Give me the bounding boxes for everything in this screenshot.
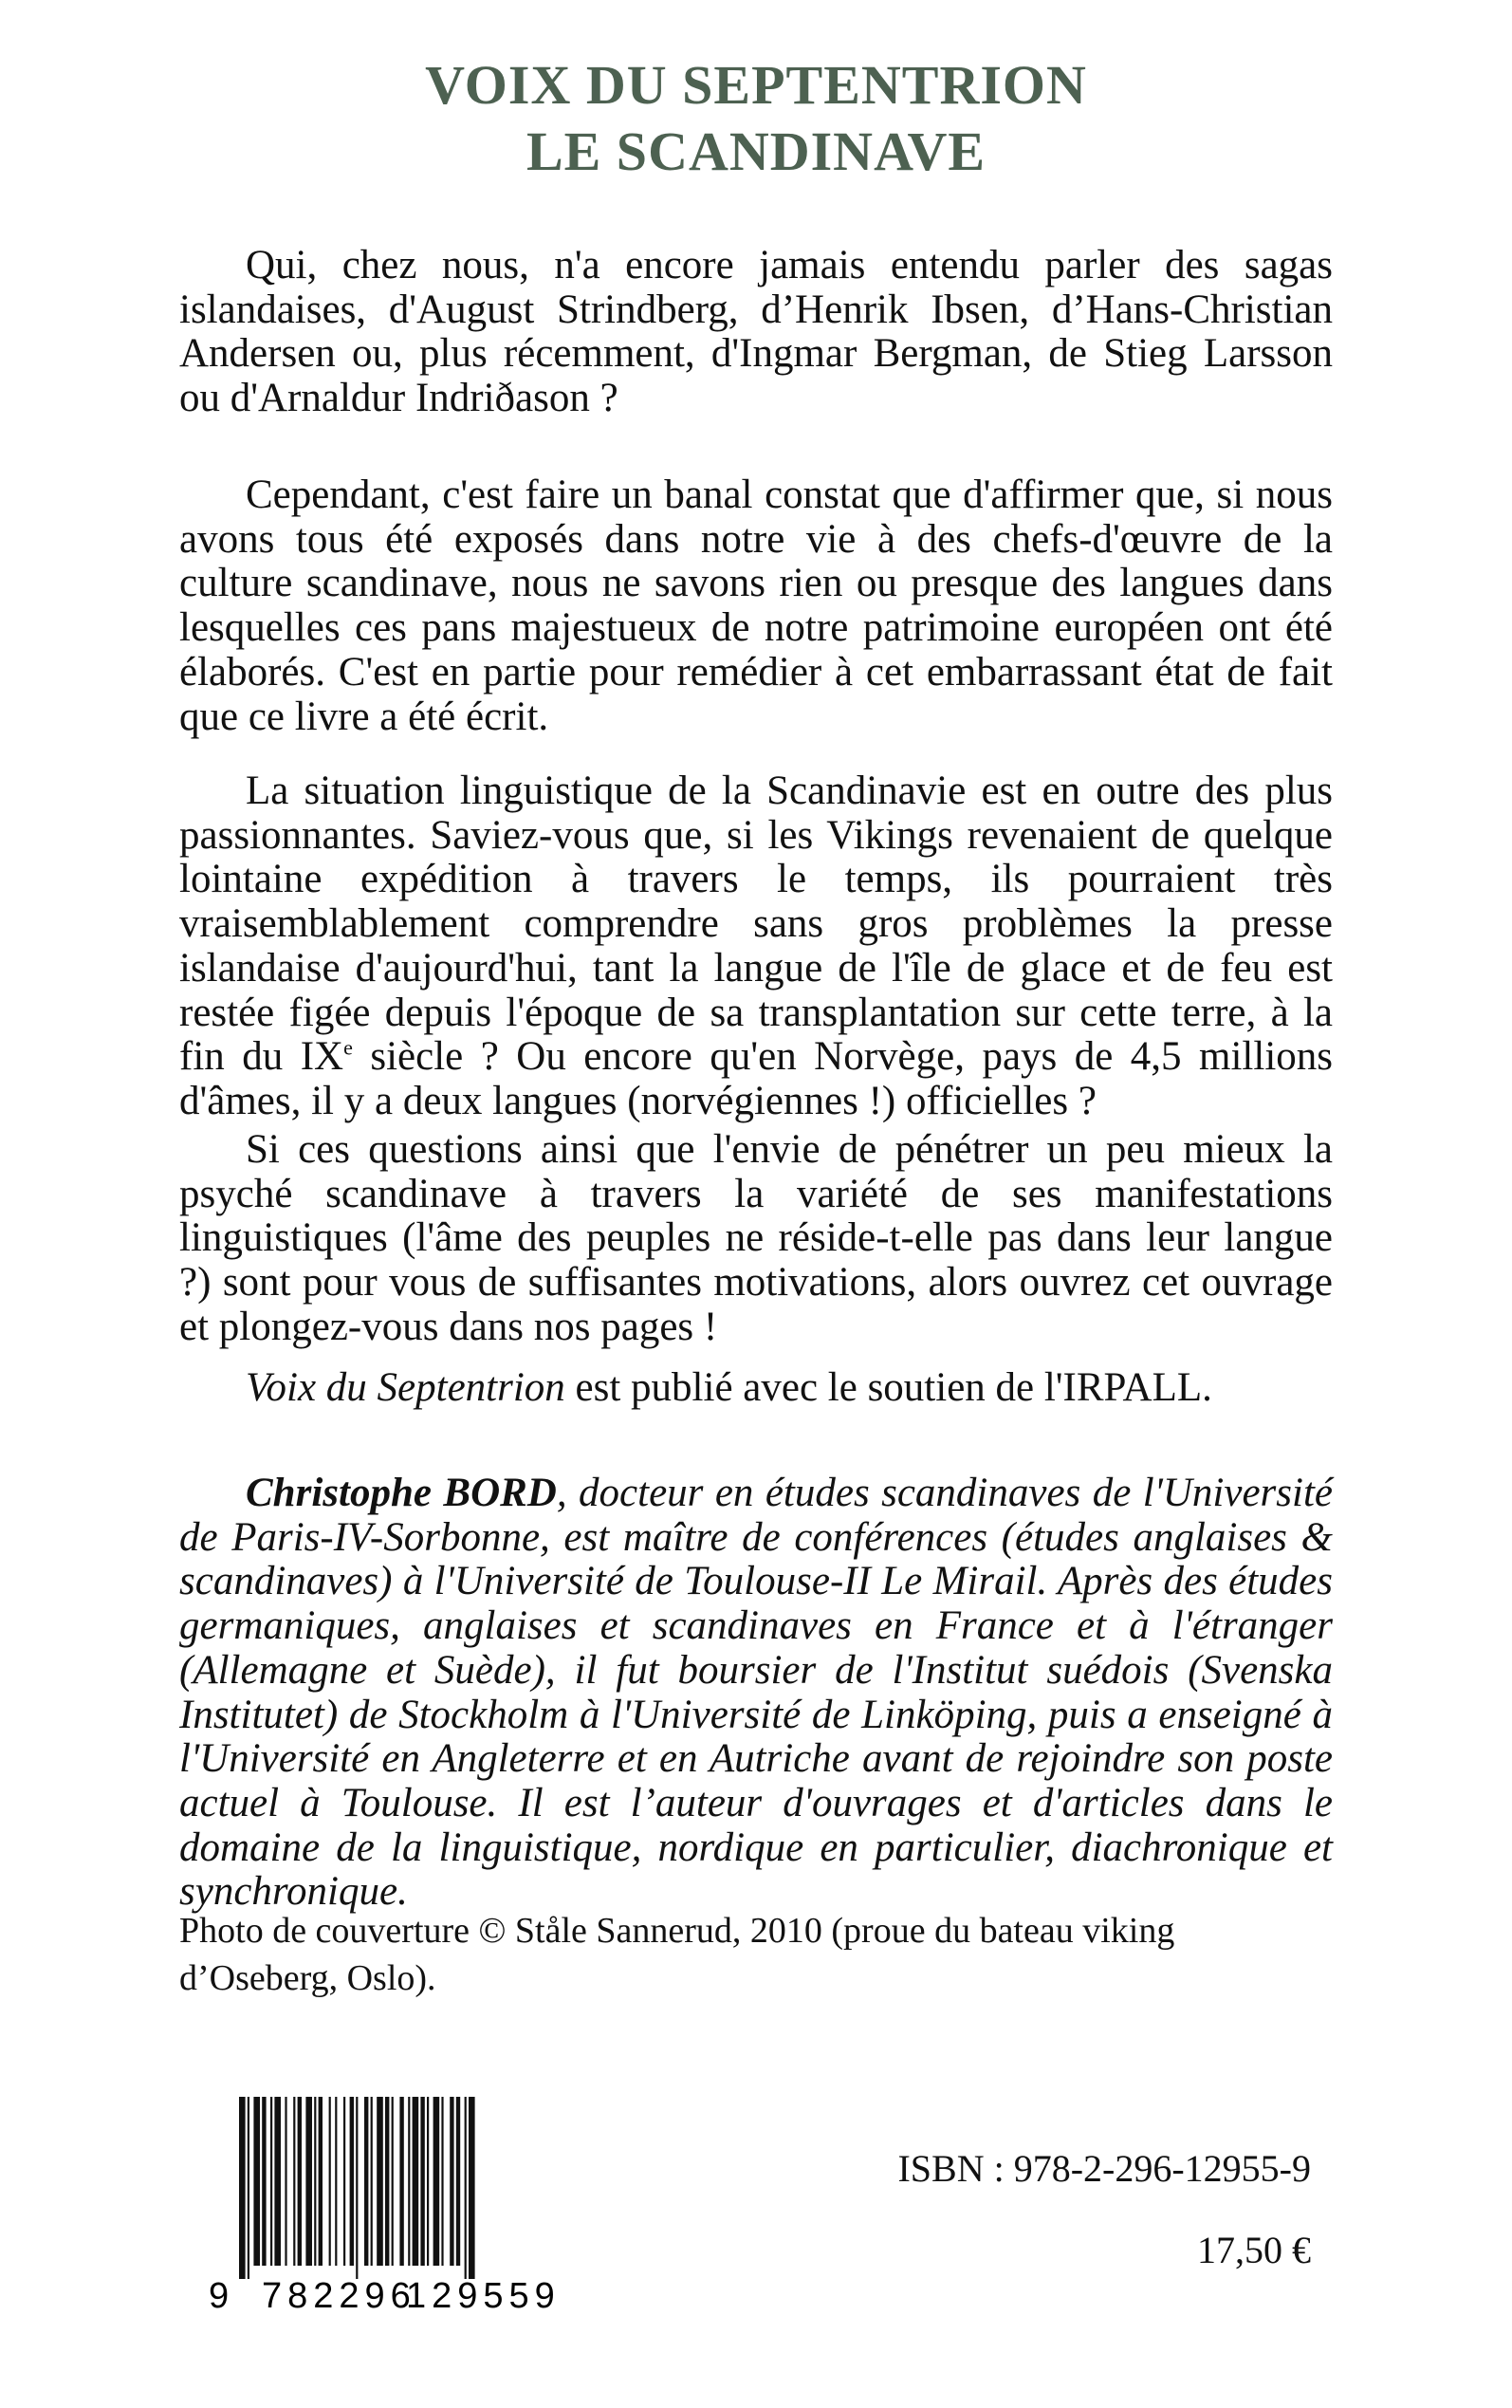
- support-note: [246, 1366, 1212, 1411]
- barcode-bars: [239, 2097, 475, 2279]
- barcode-bar: [364, 2097, 368, 2266]
- author-name: Christophe BORD: [246, 1471, 557, 1515]
- paragraph-2: Cependant, c'est faire un banal constat que d'affirmer que, si nous avons tous été exposés dans notre vie à des chefs-d'œuvre de la culture scandinave, nous ne savons rien ou presque des langues dans lesquelles ces pans majestueux de notre patrimoine européen ont été élaborés. C'est en partie pour remédier à cet embarrassant état de fait que ce livre a été écrit.: [179, 472, 1333, 739]
- superscript-e: e: [343, 1035, 353, 1060]
- paragraph-1: Qui, chez nous, n'a encore jamais entendu parler des sagas islandaises, d'August Strindberg, d’Henrik Ibsen, d’Hans-Christian Andersen ou, plus récemment, d'Ingmar Bergman, de Stieg Larsson ou d'Arnaldur Indriðason ?: [179, 243, 1333, 421]
- barcode-bar: [465, 2097, 467, 2279]
- barcode-bar: [399, 2097, 403, 2266]
- barcode-bar: [377, 2097, 383, 2266]
- barcode-bar: [371, 2097, 373, 2266]
- title-line-2: LE SCANDINAVE: [526, 120, 986, 182]
- barcode-bar: [253, 2097, 260, 2266]
- barcode-bar: [392, 2097, 394, 2266]
- barcode-bar: [420, 2097, 424, 2266]
- barcode-bar: [450, 2097, 453, 2266]
- paragraph-4: Si ces questions ainsi que l'envie de pénétrer un peu mieux la psyché scandinave à travers la variété de ses manifestations linguistiques (l'âme des peuples ne réside-t-elle pas dans leur langue ?) sont pour vous de suffisantes motivations, alors ouvrez cet ouvrage et plongez-vous dans nos pages !: [179, 1127, 1333, 1349]
- author-bio: [179, 1472, 1333, 1915]
- bio-text: , docteur en études scandinaves de l'Université de Paris-IV-Sorbonne, est maître de conférences (études anglaises & scandinaves) à l'Université de Toulouse-II Le Mirail. Après des études germaniques, anglaises et scandinaves en France et à l'étranger (Allemagne et Suède), il fut boursier de l'Institut suédois (Svenska Institutet) de Stockholm à l'Université de Linköping, puis a enseigné à l'Université en Angleterre et en Autriche avant de rejoindre son poste actuel à Toulouse. Il est l’auteur d'ouvrages et d'articles dans le domaine de la linguistique, nordique en particulier, diachronique et synchronique.: [179, 1471, 1333, 1915]
- barcode-bar: [274, 2097, 281, 2266]
- barcode-bar: [385, 2097, 389, 2266]
- barcode-bar: [285, 2097, 286, 2266]
- barcode-bar: [293, 2097, 295, 2266]
- barcode-bar: [456, 2097, 460, 2266]
- paragraph-3-part-2: siècle ? Ou encore qu'en Norvège, pays de 4,5 millions d'âmes, il y a deux langues (norvégiennes !) officielles ?: [179, 1034, 1334, 1123]
- barcode-bar: [262, 2097, 266, 2266]
- price: 17,50 €: [1197, 2229, 1311, 2271]
- photo-credit: Photo de couverture © Ståle Sannerud, 2010 (proue du bateau viking d’Oseberg, Oslo).: [179, 1911, 1175, 1998]
- barcode-bar: [433, 2097, 440, 2266]
- barcode-bar: [319, 2097, 323, 2266]
- barcode-left-group: 782296: [262, 2276, 416, 2315]
- barcode-bar: [350, 2097, 354, 2266]
- barcode-bar: [270, 2097, 272, 2266]
- barcode-bar: [305, 2097, 312, 2266]
- barcode-bar: [298, 2097, 302, 2266]
- barcode-bar: [343, 2097, 345, 2266]
- barcode-bar: [329, 2097, 331, 2266]
- title-line-1: VOIX DU SEPTENTRION: [425, 54, 1087, 116]
- series-name: Voix du Septentrion: [246, 1365, 565, 1410]
- barcode-bar: [239, 2097, 246, 2279]
- paragraph-3: [179, 769, 1333, 1124]
- barcode-bar: [413, 2097, 419, 2266]
- support-text: est publié avec le soutien de l'IRPALL.: [564, 1365, 1212, 1410]
- barcode-bar: [469, 2097, 475, 2279]
- paragraph-3-part-1: La situation linguistique de la Scandinavie est en outre des plus passionnantes. Saviez-vous que, si les Vikings revenaient de quelque lointaine expédition à travers le temps, ils pourraient très vraisemblablement comprendre sans gros problèmes la presse islandaise d'aujourd'hui, tant la langue de l'île de glace et de feu est restée figée depuis l'époque de sa transplantation sur cette terre, à la fin du IX: [179, 769, 1333, 1080]
- barcode-bar: [408, 2097, 410, 2266]
- barcode-right-group: 129559: [406, 2276, 561, 2315]
- barcode-first-digit: 9: [209, 2276, 230, 2315]
- barcode-bar: [427, 2097, 429, 2266]
- book-title: [0, 52, 1512, 185]
- barcode-bar: [356, 2097, 358, 2279]
- barcode: [209, 2097, 569, 2315]
- barcode-bar: [248, 2097, 249, 2279]
- barcode-bar: [335, 2097, 337, 2266]
- barcode-bar: [314, 2097, 316, 2266]
- barcode-bar: [441, 2097, 443, 2266]
- isbn: ISBN : 978-2-296-12955-9: [897, 2147, 1311, 2190]
